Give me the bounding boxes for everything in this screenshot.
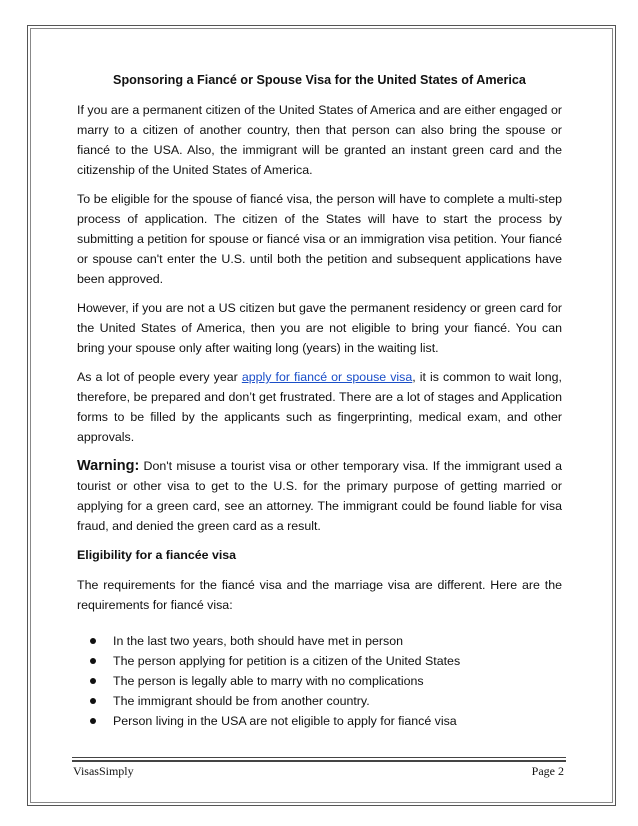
page-title: Sponsoring a Fiancé or Spouse Visa for the United States of America: [113, 73, 526, 87]
paragraph-1: If you are a permanent citizen of the United States of America and are either engaged or marry to a citizen of another country, then that person can also bring the spouse or fiancé to the USA. Also, the immigrant will be granted an instant green card and the citizenship of the United States of America.: [77, 103, 562, 177]
bullet-icon: [90, 678, 96, 684]
section-heading: Eligibility for a fiancée visa: [77, 548, 237, 562]
bullet-icon: [90, 658, 96, 664]
paragraph-4-start: As a lot of people every year: [77, 370, 242, 384]
list-item-text: In the last two years, both should have met in person: [113, 634, 403, 648]
list-item-text: The immigrant should be from another country.: [113, 694, 370, 708]
paragraph-2: To be eligible for the spouse of fiancé visa, the person will have to complete a multi-step process of application. The citizen of the States will have to start the process by submitting a petition for spouse or fiancé visa or an immigration visa petition. Your fiancé or spouse can't enter the U.S. until both the petition and subsequent applications have been approved.: [77, 192, 562, 286]
footer-divider-thick: [72, 760, 566, 762]
list-item-text: Person living in the USA are not eligible to apply for fiancé visa: [113, 714, 457, 728]
paragraph-4: [77, 367, 562, 447]
footer-site-name: VisasSimply: [73, 764, 134, 778]
list-item-text: The person applying for petition is a citizen of the United States: [113, 654, 461, 668]
list-item: [90, 691, 562, 711]
warning-paragraph: [77, 456, 562, 536]
paragraph-4-end: , it is common to wait long, therefore, be prepared and don’t get frustrated. There are a lot of stages and Application forms to be filled by the applicants such as fingerprinting, medical exam, and other approvals.: [77, 370, 562, 444]
warning-label: Warning:: [77, 458, 140, 474]
warning-text: Don't misuse a tourist visa or other temporary visa. If the immigrant used a tourist or other visa to get to the U.S. for the primary purpose of getting married or applying for a green card, see an attorney. The immigrant could be found liable for visa fraud, and denied the green card as a result.: [77, 459, 562, 533]
footer-page-number: Page 2: [531, 764, 564, 778]
bullet-icon: [90, 638, 96, 644]
requirements-intro: The requirements for the fiancé visa and the marriage visa are different. Here are the requirements for fiancé visa:: [77, 578, 562, 612]
list-item-text: The person is legally able to marry with no complications: [113, 674, 424, 688]
list-item: [90, 651, 562, 671]
list-item: [90, 711, 562, 731]
document-body: [77, 70, 562, 731]
list-item: [90, 631, 562, 651]
list-item: [90, 671, 562, 691]
visa-apply-link[interactable]: apply for fiancé or spouse visa: [241, 370, 413, 384]
bullet-icon: [90, 718, 96, 724]
requirements-list: [77, 631, 562, 731]
footer-divider: [72, 757, 566, 758]
paragraph-3: However, if you are not a US citizen but gave the permanent residency or green card for the United States of America, then you are not eligible to bring your fiancé. You can bring your spouse only after waiting long (years) in the waiting list.: [77, 301, 562, 355]
bullet-icon: [90, 698, 96, 704]
